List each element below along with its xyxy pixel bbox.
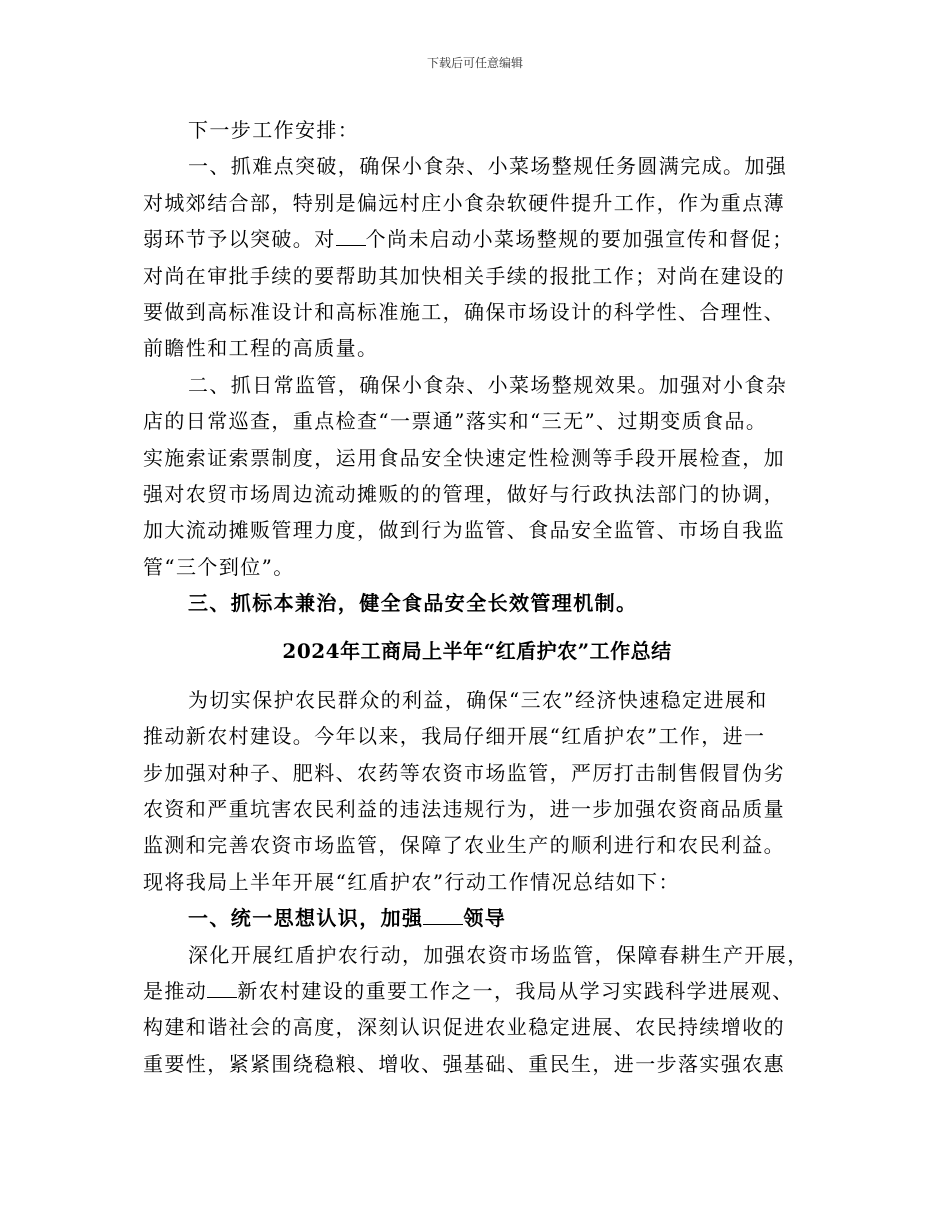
- section-heading-next-steps: 下一步工作安排：: [188, 118, 360, 142]
- text-run: 是推动: [143, 978, 208, 1003]
- paragraph-line: 农资和严重坑害农民利益的违法违规行为，进一步加强农资商品质量: [143, 797, 785, 822]
- paragraph-line: 步加强对种子、肥料、农药等农资市场监管，严厉打击制售假冒伪劣: [143, 760, 785, 785]
- text-run: 领导: [463, 906, 507, 931]
- paragraph-line: 店的日常巡查，重点检查“一票通”落实和“三无”、过期变质食品。: [143, 409, 768, 434]
- paragraph-line: 监测和完善农资市场监管，保障了农业生产的顺利进行和农民利益。: [143, 833, 785, 858]
- fill-in-blank: [423, 923, 463, 925]
- text-run: 个尚未启动小菜场整规的要加强宣传和督促；: [365, 227, 794, 252]
- section-heading-1: [143, 900, 811, 936]
- paragraph-line: 加大流动摊贩管理力度，做到行为监管、食品安全监管、市场自我监: [143, 518, 785, 543]
- paragraph-line: 强对农贸市场周边流动摊贩的的管理，做好与行政执法部门的协调，: [143, 481, 785, 506]
- paragraph-line: 对城郊结合部，特别是偏远村庄小食杂软硬件提升工作，作为重点薄: [143, 190, 785, 215]
- section-heading-item3: 三、抓标本兼治，健全食品安全长效管理机制。: [188, 591, 638, 616]
- text-run: 一、统一思想认识，加强: [188, 906, 424, 931]
- text-run: 弱环节予以突破。对: [143, 227, 336, 252]
- paragraph-line: 现将我局上半年开展“红盾护农”行动工作情况总结如下：: [143, 869, 680, 894]
- article-title: 2024年工商局上半年“红盾护农”工作总结: [282, 639, 672, 664]
- paragraph-line: 构建和谐社会的高度，深刻认识促进农业稳定进展、农民持续增收的: [143, 1015, 785, 1040]
- paragraph-line: 为切实保护农民群众的利益，确保“三农”经济快速稳定进展和: [188, 687, 768, 712]
- paragraph-line: [143, 221, 811, 257]
- page-header: 下载后可任意编辑: [426, 56, 523, 70]
- fill-in-blank: [336, 244, 366, 246]
- paragraph-line: 重要性，紧紧围绕稳粮、增收、强基础、重民生，进一步落实强农惠: [143, 1051, 785, 1076]
- fill-in-blank: [207, 996, 237, 998]
- paragraph-line: 要做到高标准设计和高标准施工，确保市场设计的科学性、合理性、: [143, 299, 785, 324]
- text-run: 新农村建设的重要工作之一，我局从学习实践科学进展观、: [237, 978, 794, 1003]
- paragraph-line: 推动新农村建设。今年以来，我局仔细开展“红盾护农”工作，进一: [143, 724, 766, 749]
- paragraph-line: 管“三个到位”。: [143, 554, 295, 579]
- paragraph-line: 二、抓日常监管，确保小食杂、小菜场整规效果。加强对小食杂: [188, 372, 788, 397]
- paragraph-line: 深化开展红盾护农行动，加强农资市场监管，保障春耕生产开展，: [188, 942, 809, 967]
- paragraph-line: 一、抓难点突破，确保小食杂、小菜场整规任务圆满完成。加强: [188, 154, 788, 179]
- paragraph-line: 前瞻性和工程的高质量。: [143, 336, 379, 361]
- document-body: [143, 112, 811, 1082]
- paragraph-line: 实施索证索票制度，运用食品安全快速定性检测等手段开展检查，加: [143, 445, 785, 470]
- paragraph-line: [143, 973, 811, 1009]
- paragraph-line: 对尚在审批手续的要帮助其加快相关手续的报批工作；对尚在建设的: [143, 263, 785, 288]
